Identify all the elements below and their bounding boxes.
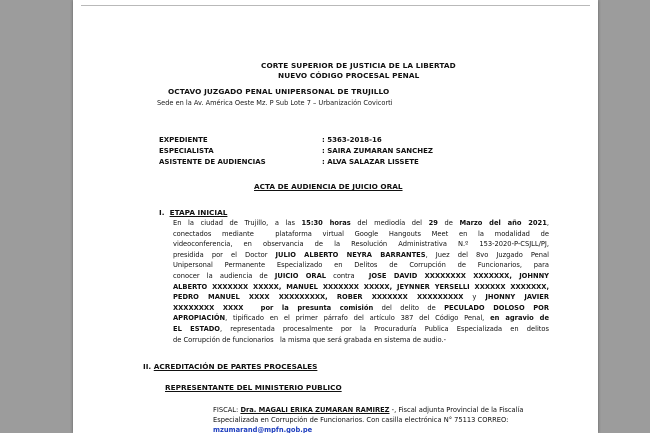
field-label-expediente: EXPEDIENTE <box>159 136 208 144</box>
section-1-line <box>173 335 549 346</box>
section-1-line <box>173 218 549 229</box>
juzgado-name: OCTAVO JUZGADO PENAL UNIPERSONAL DE TRUJILLO <box>168 87 390 96</box>
bold-text: PECULADO DOLOSO POR <box>444 303 549 312</box>
text-run: de <box>437 219 460 227</box>
section-1-title: ETAPA INICIAL <box>169 208 228 217</box>
bold-text: XXXXXXXX XXXX <box>173 303 244 312</box>
text-run: conectados mediante plataforma virtual Google Hangouts Meet en la modalidad de <box>173 229 549 238</box>
section-1-line <box>173 313 549 324</box>
text-run: de Corrupción de funcionarios la misma que será grabada en sistema de audio.- <box>173 335 447 344</box>
bold-text: JUICIO ORAL <box>274 271 327 280</box>
text-run: del delito de <box>373 303 445 312</box>
bold-text: JULIO ALBERTO NEYRA BARRANTES <box>275 250 426 259</box>
bold-text: 15:30 horas <box>301 219 351 227</box>
text-run: , <box>546 219 549 227</box>
section-1-line <box>173 303 549 314</box>
section-1-number: I. <box>159 208 165 217</box>
document-page <box>73 0 598 433</box>
field-label-asistente: ASISTENTE DE AUDIENCIAS <box>159 158 266 166</box>
section-1-heading <box>159 208 227 217</box>
bold-text: 29 <box>428 219 438 227</box>
field-value-expediente: : 5363-2018-16 <box>322 136 382 144</box>
bold-text: por la presunta comisión <box>243 303 374 312</box>
section-1-body <box>173 218 549 345</box>
fiscal-email-link[interactable]: mzumarand@mpfn.gob.pe <box>213 426 313 433</box>
field-label-especialista: ESPECIALISTA <box>159 147 214 155</box>
bold-text: en agravio de <box>490 314 549 323</box>
section-1-line <box>173 271 549 282</box>
bold-text: JOSE DAVID XXXXXXXX XXXXXXX, JOHNNY <box>368 271 550 280</box>
section-2-title: ACREDITACIÓN DE PARTES PROCESALES <box>153 362 318 371</box>
ministerio-publico-subheading: REPRESENTANTE DEL MINISTERIO PUBLICO <box>165 383 342 392</box>
bold-text: EL ESTADO <box>173 324 220 333</box>
text-run: y <box>463 293 486 302</box>
fiscal-line-3 <box>213 425 312 433</box>
text-run: conocer la audiencia de <box>173 271 275 280</box>
bold-text: ALBERTO XXXXXXX XXXXX, MANUEL XXXXXXX XXXXX, JEYNNER YERSELLI XXXXXX XXXXXXX, <box>173 282 549 291</box>
section-2-number: II. <box>143 362 152 371</box>
bold-text: APROPIACIÓN <box>173 314 226 323</box>
section-1-line <box>173 239 549 250</box>
text-run: , representada procesalmente por la Procuraduría Publica Especializada en delitos <box>220 324 549 333</box>
text-run: del mediodía del <box>350 219 429 227</box>
text-run: videoconferencia, en observancia de la Resolución Administrativa N.º 153-2020-P-CSJLL/PJ, <box>173 240 549 249</box>
section-2-heading <box>143 362 317 371</box>
bold-text: Marzo del año 2021 <box>459 219 547 227</box>
section-1-line <box>173 229 549 240</box>
text-run: , Juez del 8vo Juzgado Penal <box>425 250 549 259</box>
fiscal-label: FISCAL: <box>213 406 239 414</box>
section-1-line <box>173 260 549 271</box>
sede-address: Sede en la Av. América Oeste Mz. P Sub Lote 7 – Urbanización Covicorti <box>157 99 393 107</box>
text-run: presidida por el Doctor <box>173 250 276 259</box>
document-title: ACTA DE AUDIENCIA DE JUICIO ORAL <box>254 182 403 191</box>
text-run: Unipersonal Permanente Especializado en Delitos de Corrupción de Funcionarios, para <box>173 261 549 270</box>
court-name: CORTE SUPERIOR DE JUSTICIA DE LA LIBERTAD <box>261 61 456 70</box>
field-value-asistente: : ALVA SALAZAR LISSETE <box>322 158 419 166</box>
page-top-border <box>81 5 590 6</box>
text-run: En la ciudad de Trujillo, a las <box>173 219 302 227</box>
fiscal-line-1 <box>213 405 523 416</box>
field-value-especialista: : SAIRA ZUMARAN SANCHEZ <box>322 147 433 155</box>
bold-text: PEDRO MANUEL XXXX XXXXXXXXX, ROBER XXXXXXX XXXXXXXXX <box>173 293 464 302</box>
section-1-line <box>173 250 549 261</box>
fiscal-name: Dra. MAGALI ERIKA ZUMARAN RAMIREZ <box>240 406 390 414</box>
text-run: contra <box>326 271 369 280</box>
bold-text: JHONNY JAVIER <box>485 293 549 302</box>
section-1-line <box>173 292 549 303</box>
fiscal-role: -, Fiscal adjunta Provincial de la Fiscalía <box>389 406 524 414</box>
section-1-line <box>173 324 549 335</box>
section-1-line <box>173 282 549 293</box>
text-run: , tipificado en el primer párrafo del artículo 387 del Código Penal, <box>225 314 491 323</box>
fiscal-line-2: Especializada en Corrupción de Funcionarios. Con casilla electrónica N° 75113 CORREO: <box>213 416 509 424</box>
code-name: NUEVO CÓDIGO PROCESAL PENAL <box>278 71 420 80</box>
